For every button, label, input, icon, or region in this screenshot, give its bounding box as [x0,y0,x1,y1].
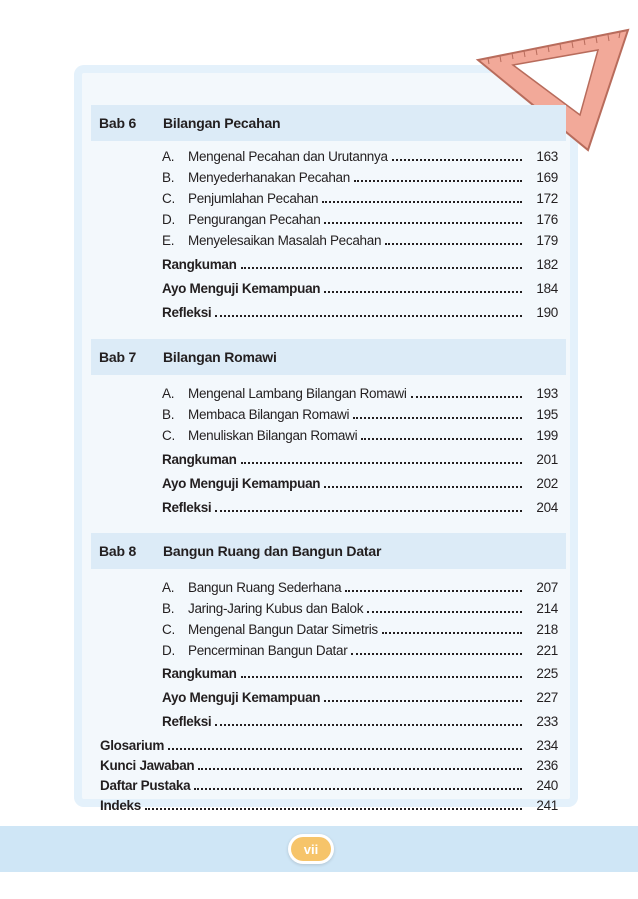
dot-leader [241,267,522,269]
toc-entry-glosarium[interactable] [100,737,558,753]
entry-letter: D. [162,643,175,658]
dot-leader [324,291,522,293]
entry-title: Indeks [100,798,141,813]
entry-title: Refleksi [162,714,212,729]
toc-entry-ayo-menguji[interactable] [162,475,558,491]
dot-leader [241,462,522,464]
dot-leader [215,724,522,726]
dot-leader [324,700,522,702]
entry-page: 172 [536,191,558,206]
entry-page: 236 [536,758,558,773]
dot-leader [198,768,522,770]
entry-title: Kunci Jawaban [100,758,195,773]
entry-title: Pencerminan Bangun Datar [188,643,348,658]
entry-title: Penjumlahan Pecahan [188,191,319,206]
chapter-header [91,105,566,141]
entry-title: Mengenal Pecahan dan Urutannya [188,149,388,164]
toc-entry[interactable] [162,600,558,616]
entry-title: Daftar Pustaka [100,778,191,793]
entry-page: 179 [536,233,558,248]
entry-page: 227 [536,690,558,705]
dot-leader [324,222,522,224]
entry-page: 193 [536,386,558,401]
entry-page: 225 [536,666,558,681]
entry-letter: C. [162,191,175,206]
toc-entry-ayo-menguji[interactable] [162,280,558,296]
entry-title: Refleksi [162,305,212,320]
dot-leader [194,788,522,790]
chapter-title: Bangun Ruang dan Bangun Datar [163,543,382,559]
chapter-number: Bab 6 [99,115,137,131]
toc-entry-rangkuman[interactable] [162,665,558,681]
entry-letter: C. [162,428,175,443]
entry-letter: A. [162,580,175,595]
toc-entry[interactable] [162,148,558,164]
dot-leader [215,315,522,317]
entry-letter: B. [162,601,175,616]
entry-title: Bangun Ruang Sederhana [188,580,342,595]
dot-leader [322,201,522,203]
entry-page: 241 [536,798,558,813]
entry-title: Rangkuman [162,257,237,272]
toc-entry[interactable] [162,211,558,227]
entry-page: 234 [536,738,558,753]
entry-title: Rangkuman [162,666,237,681]
entry-letter: C. [162,622,175,637]
entry-title: Ayo Menguji Kemampuan [162,476,321,491]
toc-entry[interactable] [162,579,558,595]
entry-page: 163 [536,149,558,164]
entry-title: Jaring-Jaring Kubus dan Balok [188,601,364,616]
entry-page: 199 [536,428,558,443]
entry-title: Menyederhanakan Pecahan [188,170,350,185]
toc-entry-kunci-jawaban[interactable] [100,757,558,773]
entry-letter: D. [162,212,175,227]
toc-entry-refleksi[interactable] [162,713,558,729]
toc-entry[interactable] [162,427,558,443]
toc-entry[interactable] [162,169,558,185]
dot-leader [385,243,522,245]
entry-page: 195 [536,407,558,422]
entry-page: 221 [536,643,558,658]
toc-entry[interactable] [162,385,558,401]
dot-leader [361,438,522,440]
entry-page: 240 [536,778,558,793]
entry-page: 214 [536,601,558,616]
chapter-title: Bilangan Romawi [163,349,277,365]
toc-entry-ayo-menguji[interactable] [162,689,558,705]
entry-page: 233 [536,714,558,729]
dot-leader [411,396,522,398]
entry-title: Refleksi [162,500,212,515]
toc-entry[interactable] [162,190,558,206]
entry-page: 218 [536,622,558,637]
toc-entry-refleksi[interactable] [162,499,558,515]
toc-entry[interactable] [162,232,558,248]
chapter-number: Bab 7 [99,349,137,365]
entry-title: Menuliskan Bilangan Romawi [188,428,358,443]
toc-entry-refleksi[interactable] [162,304,558,320]
entry-title: Glosarium [100,738,165,753]
chapter-title: Bilangan Pecahan [163,115,281,131]
toc-entry[interactable] [162,406,558,422]
dot-leader [241,676,522,678]
chapter-header [91,339,566,375]
page-number: vii [291,837,331,861]
dot-leader [392,159,522,161]
dot-leader [354,180,522,182]
entry-letter: B. [162,170,175,185]
entry-title: Membaca Bilangan Romawi [188,407,350,422]
entry-page: 169 [536,170,558,185]
dot-leader [215,510,522,512]
entry-title: Rangkuman [162,452,237,467]
entry-page: 190 [536,305,558,320]
entry-letter: A. [162,386,175,401]
toc-entry-daftar-pustaka[interactable] [100,777,558,793]
dot-leader [324,486,522,488]
entry-page: 207 [536,580,558,595]
toc-entry-rangkuman[interactable] [162,451,558,467]
entry-page: 204 [536,500,558,515]
entry-page: 202 [536,476,558,491]
dot-leader [353,417,522,419]
dot-leader [382,632,522,634]
entry-title: Ayo Menguji Kemampuan [162,690,321,705]
dot-leader [367,611,522,613]
entry-title: Ayo Menguji Kemampuan [162,281,321,296]
entry-letter: B. [162,407,175,422]
dot-leader [345,590,522,592]
toc-entry[interactable] [162,621,558,637]
toc-entry-rangkuman[interactable] [162,256,558,272]
entry-page: 184 [536,281,558,296]
entry-letter: E. [162,233,175,248]
toc-entry-indeks[interactable] [100,797,558,813]
entry-page: 176 [536,212,558,227]
dot-leader [168,748,522,750]
entry-page: 182 [536,257,558,272]
entry-title: Mengenal Bangun Datar Simetris [188,622,378,637]
entry-letter: A. [162,149,175,164]
toc-entry[interactable] [162,642,558,658]
chapter-number: Bab 8 [99,543,137,559]
entry-page: 201 [536,452,558,467]
entry-title: Mengenal Lambang Bilangan Romawi [188,386,407,401]
dot-leader [351,653,522,655]
entry-title: Pengurangan Pecahan [188,212,321,227]
chapter-header [91,533,566,569]
entry-title: Menyelesaikan Masalah Pecahan [188,233,382,248]
dot-leader [145,808,522,810]
